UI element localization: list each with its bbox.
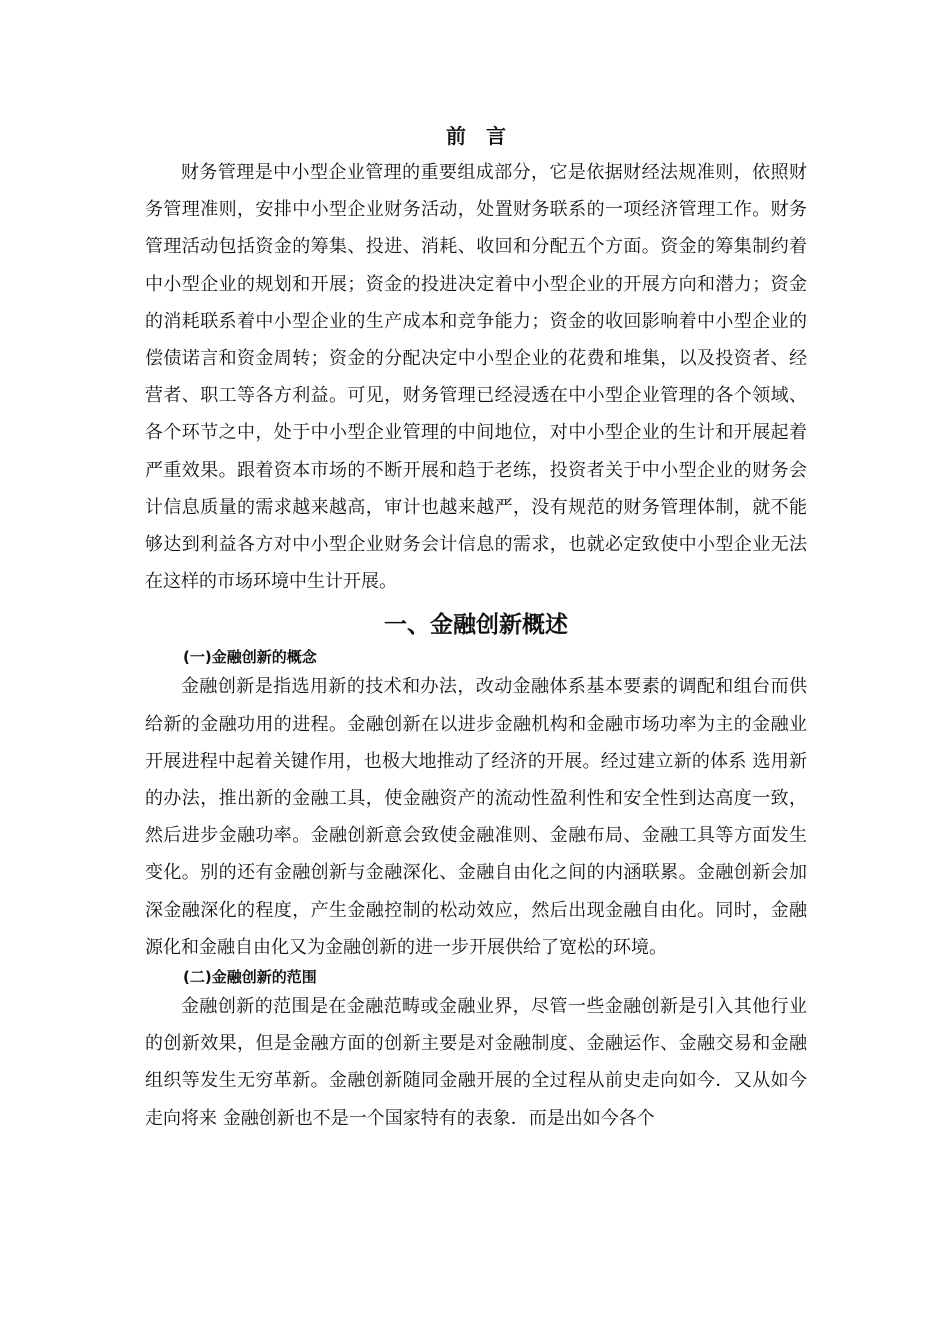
page-content bbox=[145, 118, 807, 1137]
chapter-title: 一、金融创新概述 bbox=[384, 612, 568, 639]
section-title-scope: (二)金融创新的范围 bbox=[183, 968, 317, 987]
preface-paragraph: 财务管理是中小型企业管理的重要组成部分，它是依据财经法规准则，依照财务管理准则，安排中小型企业财务活动，处置财务联系的一项经济管理工作。财务管理活动包括资金的筹集、投进、消耗、收回和分配五个方面。资金的筹集制约着中小型企业的规划和开展；资金的投进决定着中小型企业的开展方向和潜力；资金的消耗联系着中小型企业的生产成本和竞争能力；资金的收回影响着中小型企业的偿债诺言和资金周转；资金的分配决定中小型企业的花费和堆集，以及投资者、经营者、职工等各方利益。可见，财务管理已经浸透在中小型企业管理的各个领域、各个环节之中，处于中小型企业管理的中间地位，对中小型企业的生计和开展起着严重效果。跟着资本市场的不断开展和趋于老练，投资者关于中小型企业的财务会计信息质量的需求越来越高，审计也越来越严，没有规范的财务管理体制，就不能够达到利益各方对中小型企业财务会计信息的需求，也就必定致使中小型企业无法在这样的市场环境中生计开展。 bbox=[145, 162, 807, 593]
section-title-concept: (一)金融创新的概念 bbox=[183, 648, 317, 667]
section-paragraph-concept: 金融创新是指选用新的技术和办法，改动金融体系基本要素的调配和组台而供给新的金融功用的进程。金融创新在以进步金融机构和金融市场功率为主的金融业开展进程中起着关键作用，也极大地推动了经济的开展。经过建立新的体系 选用新的办法，推出新的金融工具，使金融资产的流动性盈利性和安全性到达高度一致，然后进步金融功率。金融创新意会致使金融准则、金融布局、金融工具等方面发生变化。别的还有金融创新与金融深化、金融自由化之间的内涵联累。金融创新会加深金融深化的程度，产生金融控制的松动效应，然后出现金融自由化。同时，金融源化和金融自由化又为金融创新的进一步开展供给了宽松的环境。 bbox=[145, 676, 807, 958]
section-paragraph-scope: 金融创新的范围是在金融范畴或金融业界，尽管一些金融创新是引入其他行业的创新效果，但是金融方面的创新主要是对金融制度、金融运作、金融交易和金融组织等发生无穷革新。金融创新随同金融开展的全过程从前史走向如今．又从如今走向将来 金融创新也不是一个国家特有的表象．而是出如今各个 bbox=[145, 996, 807, 1129]
preface-title: 前 言 bbox=[446, 124, 506, 148]
